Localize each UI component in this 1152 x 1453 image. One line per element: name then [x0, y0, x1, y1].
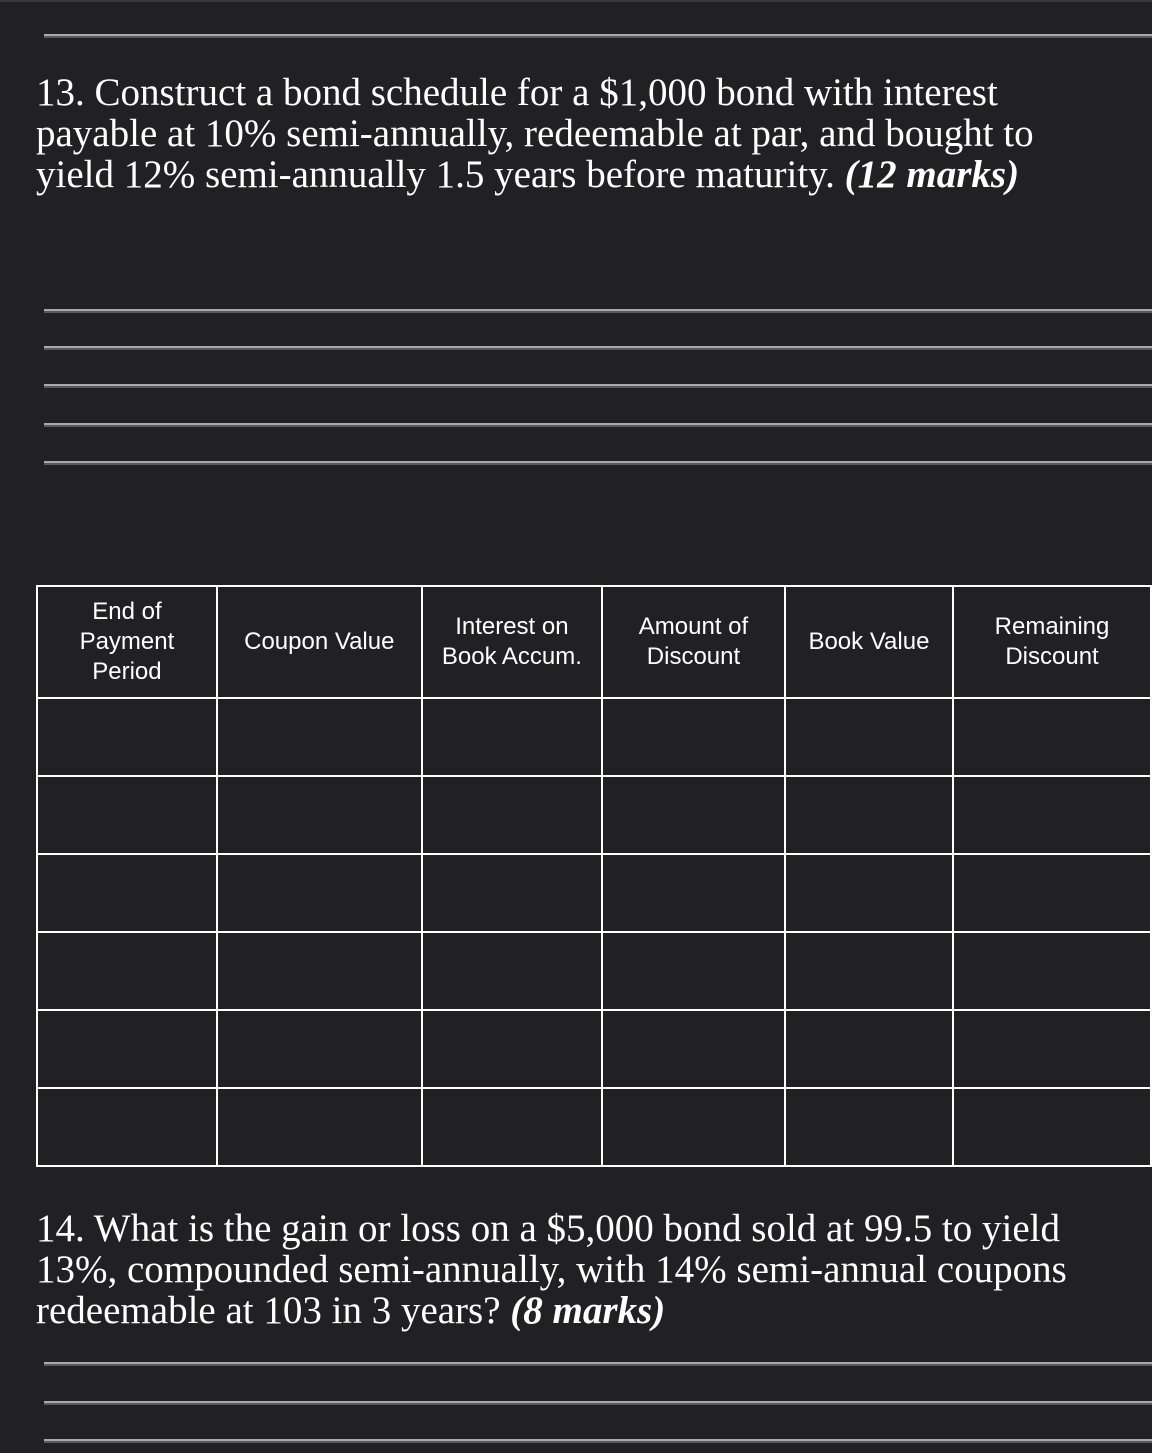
header-amount-of-discount: Amount of Discount	[602, 586, 785, 698]
table-header-row	[37, 586, 1151, 698]
header-coupon-value: Coupon Value	[217, 586, 422, 698]
table-cell[interactable]	[785, 1010, 953, 1088]
table-cell[interactable]	[37, 854, 217, 932]
question-14-text: 14. What is the gain or loss on a $5,000 bond sold at 99.5 to yield 13%, compounded semi-annually, with 14% semi-annual coupons redeemable at 103 in 3 years?	[36, 1207, 1067, 1332]
table-cell[interactable]	[953, 776, 1151, 854]
table-cell[interactable]	[37, 698, 217, 776]
table-cell[interactable]	[422, 854, 602, 932]
table-cell[interactable]	[422, 932, 602, 1010]
table-cell[interactable]	[217, 776, 422, 854]
table-cell[interactable]	[217, 854, 422, 932]
table-cell[interactable]	[785, 1088, 953, 1166]
table-cell[interactable]	[953, 854, 1151, 932]
table-cell[interactable]	[785, 698, 953, 776]
table-cell[interactable]	[422, 776, 602, 854]
answer-line[interactable]	[44, 461, 1152, 463]
question-14	[36, 1208, 1136, 1331]
question-14-marks: (8 marks)	[510, 1289, 666, 1332]
table-cell[interactable]	[422, 1010, 602, 1088]
table-cell[interactable]	[37, 1010, 217, 1088]
table-cell[interactable]	[953, 1010, 1151, 1088]
table-cell[interactable]	[37, 932, 217, 1010]
answer-line[interactable]	[44, 384, 1152, 386]
answer-line[interactable]	[44, 346, 1152, 348]
table-cell[interactable]	[37, 776, 217, 854]
table-cell[interactable]	[217, 1088, 422, 1166]
table-row	[37, 854, 1151, 932]
question-13-text: 13. Construct a bond schedule for a $1,000 bond with interest payable at 10% semi-annually, redeemable at par, and bought to yield 12% semi-annually 1.5 years before maturity.	[36, 71, 1034, 196]
answer-line[interactable]	[44, 1401, 1152, 1403]
table-cell[interactable]	[217, 1010, 422, 1088]
table-row	[37, 698, 1151, 776]
table-cell[interactable]	[602, 1010, 785, 1088]
answer-line[interactable]	[44, 1439, 1152, 1441]
bond-schedule-table	[36, 585, 1152, 1167]
top-edge	[0, 0, 1152, 2]
table-cell[interactable]	[602, 854, 785, 932]
question-13-marks: (12 marks)	[844, 153, 1020, 196]
table-row	[37, 776, 1151, 854]
table-cell[interactable]	[422, 698, 602, 776]
table-row	[37, 1010, 1151, 1088]
header-book-value: Book Value	[785, 586, 953, 698]
table-row	[37, 1088, 1151, 1166]
header-interest-on-book-accum: Interest on Book Accum.	[422, 586, 602, 698]
table-cell[interactable]	[217, 932, 422, 1010]
table-cell[interactable]	[37, 1088, 217, 1166]
table-cell[interactable]	[602, 776, 785, 854]
answer-line[interactable]	[44, 309, 1152, 311]
header-remaining-discount: Remaining Discount	[953, 586, 1151, 698]
table-cell[interactable]	[785, 854, 953, 932]
table-cell[interactable]	[602, 932, 785, 1010]
table-cell[interactable]	[602, 1088, 785, 1166]
answer-line[interactable]	[44, 423, 1152, 425]
table-cell[interactable]	[953, 1088, 1151, 1166]
table-cell[interactable]	[953, 932, 1151, 1010]
answer-line[interactable]	[44, 1362, 1152, 1364]
question-13	[36, 72, 1116, 195]
answer-line	[44, 34, 1152, 36]
table-cell[interactable]	[217, 698, 422, 776]
table-cell[interactable]	[953, 698, 1151, 776]
table-cell[interactable]	[602, 698, 785, 776]
table-cell[interactable]	[422, 1088, 602, 1166]
table-cell[interactable]	[785, 932, 953, 1010]
table-row	[37, 932, 1151, 1010]
table-cell[interactable]	[785, 776, 953, 854]
header-end-of-payment-period: End of Payment Period	[37, 586, 217, 698]
